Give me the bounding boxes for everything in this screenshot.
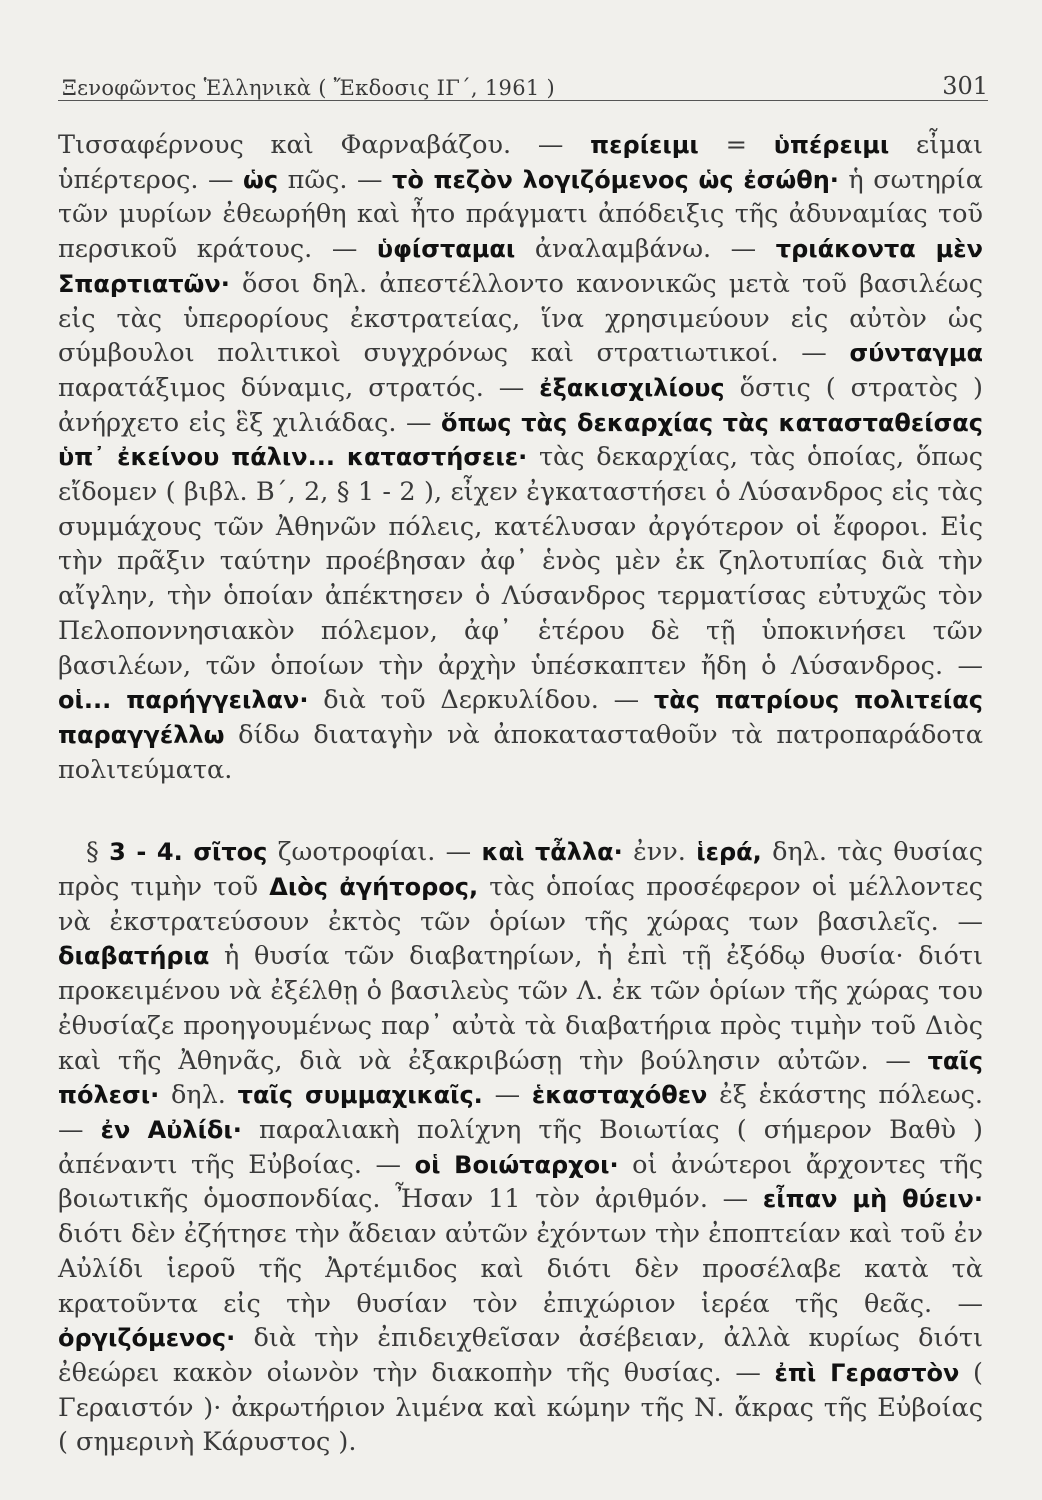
- text-run: ὅσοι δηλ. ἀπεστέλλοντο κανονικῶς μετὰ τοῦ βασιλέως εἰς τὰς ὑπερορίους ἐκστρατείας, ἵνα χρησιμεύουν εἰς αὐτὸν ὡς σύμβουλοι πολιτικοὶ συγχρόνως καὶ στρατιωτικοί. —: [58, 268, 983, 369]
- text-run: ζωοτροφίαι. —: [267, 837, 482, 868]
- lemma: σύνταγμα: [849, 339, 983, 368]
- text-run: παραλιακὴ πολίχνη τῆς Βοιωτίας ( σήμερον Βαθὺ ) ἀπέναντι τῆς Εὐβοίας. —: [58, 1114, 983, 1180]
- lemma: ἐξακισχιλίους: [539, 373, 725, 402]
- text-run: —: [482, 1080, 532, 1111]
- text-run: δίδω διαταγὴν νὰ ἀποκατασταθοῦν τὰ πατροπαράδοτα πολιτεύματα.: [58, 719, 983, 785]
- text-run: τὰς δεκαρχίας, τὰς ὁποίας, ὅπως εἴδομεν ( βιβλ. Β΄, 2, § 1 - 2 ), εἶχεν ἐγκαταστήσει ὁ Λύσανδρος εἰς τὰς συμμάχους τῶν Ἀθηνῶν πόλεις, κατέλυσαν ἀργότερον οἱ ἔφοροι. Εἰς τὴν πρᾶξιν ταύτην προέβησαν ἀφ᾽ ἑνὸς μὲν ἐκ ζηλοτυπίας διὰ τὴν αἴγλην, τὴν ὁποίαν ἀπέκτησεν ὁ Λύσανδρος τερματίσας εὐτυχῶς τὸν Πελοποννησιακὸν πόλεμον, ἀφ᾽ ἑτέρου δὲ τῇ ὑποκινήσει τῶν βασιλέων, τῶν ὁποίων τὴν ἀρχὴν ὑπέσκαπτεν ἤδη ὁ Λύσανδρος. —: [58, 442, 983, 681]
- text-run: τὰς ὁποίας προσέφερον οἱ μέλλοντες νὰ ἐκστρατεύσουν ἐκτὸς τῶν ὁρίων τῆς χώρας των βασιλεῖς. —: [58, 872, 984, 937]
- text-run: εἶμαι ὑπέρτερος. —: [58, 130, 984, 195]
- text-run: δηλ. τὰς θυσίας πρὸς τιμὴν τοῦ: [58, 837, 983, 903]
- lemma: Διὸς ἀγήτορος,: [269, 873, 479, 902]
- text-run: διὰ τὴν ἐπιδειχθεῖσαν ἀσέβειαν, ἀλλὰ κυρίως διότι ἐθεώρει κακὸν οἰωνὸν τὴν διακοπὴν τῆς θυσίας. —: [58, 1323, 983, 1388]
- text-run: ὅστις ( στρατὸς ) ἀνήρχετο εἰς ἓξ χιλιάδας. —: [58, 372, 983, 438]
- page-number: 301: [942, 72, 988, 100]
- lemma: ὑφίσταμαι: [376, 235, 516, 264]
- text-run: πῶς. —: [278, 164, 392, 195]
- header-title: Ξενοφῶντος Ἑλληνικὰ ( Ἔκδοσις ΙΓ΄, 1961 ): [62, 76, 555, 100]
- text-run: ( Γεραιστόν )· ἀκρωτήριον λιμένα καὶ κώμην τῆς Ν. ἄκρας τῆς Εὐβοίας ( σημερινὴ Κάρυστος ).: [58, 1357, 983, 1458]
- lemma: 3 - 4. σῖτος: [109, 838, 268, 867]
- lemma: ὑπέρειμι: [773, 131, 890, 159]
- lemma: τριάκοντα μὲν Σπαρτιατῶν·: [58, 235, 983, 298]
- lemma: ἐν Αὐλίδι·: [100, 1115, 242, 1144]
- text-run: διότι δὲν ἐζήτησε τὴν ἄδειαν αὐτῶν ἐχόντων τὴν ἐποπτείαν καὶ τοῦ ἐν Αὐλίδι ἱεροῦ τῆς Ἀρτέμιδος καὶ διότι δὲν προσέλαβε κατὰ τὰ κρατοῦντα εἰς τὴν θυσίαν τὸν ἐπιχώριον ἱερέα τῆς θεᾶς. —: [58, 1219, 983, 1319]
- lemma: ὅπως τὰς δεκαρχίας τὰς κατασταθείσας ὑπ᾽ ἐκείνου πάλιν... καταστήσειε·: [58, 408, 983, 472]
- lemma: ἱερά,: [696, 838, 762, 867]
- lemma: περίειμι: [590, 131, 699, 159]
- lemma: τὸ πεζὸν λογιζόμενος ὡς ἐσώθη·: [392, 165, 839, 194]
- text-run: §: [86, 837, 110, 868]
- lemma: ἑκασταχόθεν: [531, 1081, 708, 1110]
- commentary-paragraph-1: [58, 128, 983, 787]
- text-run: δηλ.: [159, 1080, 238, 1111]
- lemma: ταῖς πόλεσι·: [58, 1046, 983, 1110]
- commentary-paragraph-2: [58, 835, 983, 1460]
- lemma: ὀργιζόμενος·: [58, 1324, 236, 1353]
- text-run: παρατάξιμος δύναμις, στρατός. —: [58, 372, 540, 403]
- text-run: ἀναλαμβάνω. —: [515, 234, 776, 265]
- lemma: εἶπαν μὴ θύειν·: [762, 1185, 984, 1214]
- text-run: ἐξ ἑκάστης πόλεως. —: [58, 1080, 984, 1145]
- text-run: ἡ σωτηρία τῶν μυρίων ἐθεωρήθη καὶ ἦτο πράγματι ἀπόδειξις τῆς ἀδυναμίας τοῦ περσικοῦ κράτους. —: [58, 164, 983, 265]
- text-run: οἱ ἀνώτεροι ἄρχοντες τῆς βοιωτικῆς ὁμοσπονδίας. Ἦσαν 11 τὸν ἀριθμόν. —: [58, 1149, 983, 1215]
- text-run: ἐνν.: [622, 837, 697, 868]
- lemma: διαβατήρια: [58, 942, 210, 971]
- lemma: ἐπὶ Γεραστὸν: [774, 1358, 960, 1387]
- text-run: ἡ θυσία τῶν διαβατηρίων, ἡ ἐπὶ τῇ ἐξόδῳ θυσία· διότι προκειμένου νὰ ἐξέλθῃ ὁ βασιλεὺς τῶν Λ. ἐκ τῶν ὁρίων τῆς χώρας του ἐθυσίαζε προηγουμένως παρ᾽ αὐτὰ τὰ διαβατήρια πρὸς τιμὴν τοῦ Διὸς καὶ τῆς Ἀθηνᾶς, διὰ νὰ ἐξακριβώσῃ τὴν βούλησιν αὐτῶν. —: [58, 941, 983, 1076]
- lemma: ταῖς συμμαχικαῖς.: [237, 1081, 483, 1110]
- lemma: οἱ Βοιώταρχοι·: [414, 1150, 619, 1179]
- lemma: ὡς: [243, 165, 279, 194]
- text-run: =: [698, 130, 774, 160]
- lemma: καὶ τἆλλα·: [481, 838, 623, 867]
- commentary-body: [58, 128, 983, 1460]
- running-header: [58, 66, 988, 101]
- text-run: διὰ τοῦ Δερκυλίδου. —: [308, 685, 654, 716]
- lemma: οἱ... παρήγγειλαν·: [58, 686, 309, 715]
- lemma: τὰς πατρίους πολιτείας παραγγέλλω: [58, 686, 983, 749]
- text-run: Τισσαφέρνους καὶ Φαρναβάζου. —: [58, 130, 591, 160]
